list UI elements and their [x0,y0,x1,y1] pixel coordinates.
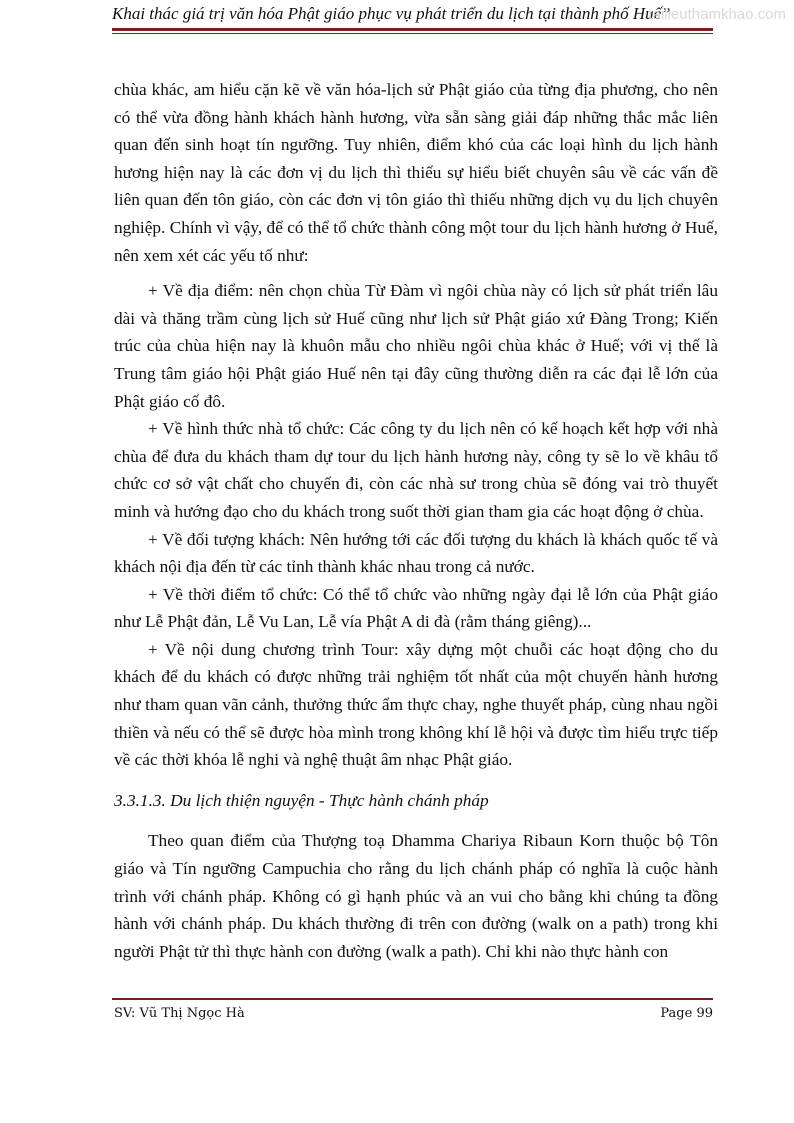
paragraph-timing: + Về thời điểm tổ chức: Có thể tổ chức vào những ngày đại lễ lớn của Phật giáo như Lễ Phật đản, Lễ Vu Lan, Lễ vía Phật A di đà (rằm tháng giêng)... [114,584,718,632]
paragraph-organizer: + Về hình thức nhà tổ chức: Các công ty du lịch nên có kế hoạch kết hợp với nhà chùa để đưa du khách tham dự tour du lịch hành hương này, công ty sẽ lo về khâu tổ chức cơ sở vật chất cho chuyến đi, còn các nhà sư trong chùa sẽ đóng vai trò thuyết minh và hướng đạo cho du khách trong suốt thời gian tham gia các hoạt động ở chùa. [114,419,718,521]
paragraph-audience: + Về đối tượng khách: Nên hướng tới các đối tượng du khách là khách quốc tế và khách nội địa đến từ các tỉnh thành khác nhau trong cả nước. [114,529,718,577]
paragraph-intro: chùa khác, am hiểu cặn kẽ về văn hóa-lịch sử Phật giáo của từng địa phương, cho nên có thể vừa đồng hành khách hành hương, vừa sẵn sàng giải đáp những thắc mắc liên quan đến sinh hoạt tín ngưỡng. Tuy nhiên, điểm khó của các loại hình du lịch hành hương hiện nay là các đơn vị du lịch thì thiếu sự hiểu biết chuyên sâu về các vấn đề liên quan đến tôn giáo, còn các đơn vị tôn giáo thì thiếu những dịch vụ du lịch chuyên nghiệp. Chính vì vậy, để có thể tổ chức thành công một tour du lịch hành hương ở Huế, nên xem xét các yếu tố như: [114,80,718,265]
section-heading: 3.3.1.3. Du lịch thiện nguyện - Thực hành chánh pháp [114,790,489,810]
page-body [114,76,718,965]
running-header: Khai thác giá trị văn hóa Phật giáo phục vụ phát triển du lịch tại thành phố Huế” [112,4,671,23]
footer-author: SV: Vũ Thị Ngọc Hà [114,1006,245,1021]
paragraph-program: + Về nội dung chương trình Tour: xây dựng một chuỗi các hoạt động cho du khách để du khách có được những trải nghiệm tốt nhất của một chuyến hành hương như tham quan vãn cảnh, thưởng thức ẩm thực chay, nghe thuyết pháp, cùng nhau ngồi thiền và nếu có thể sẽ được hòa mình trong không khí lễ hội và được tìm hiểu trực tiếp về các thời khóa lễ nghi và nghệ thuật âm nhạc Phật giáo. [114,639,718,770]
paragraph-location: + Về địa điểm: nên chọn chùa Từ Đàm vì ngôi chùa này có lịch sử phát triển lâu dài và thăng trầm cùng lịch sử Huế cũng như lịch sử Phật giáo xứ Đàng Trong; Kiến trúc của chùa hiện nay là khuôn mẫu cho nhiều ngôi chùa khác ở Huế; với vị thế là Trung tâm giáo hội Phật giáo Huế nên tại đây cũng thường diễn ra các đại lễ lớn của Phật giáo cố đô. [114,281,718,411]
header-rule-thick [112,28,713,31]
watermark: tailieuthamkhao.com [648,6,786,23]
footer-page-number: Page 99 [660,1006,713,1021]
footer-rule [112,998,713,1000]
header-rule-thin [112,33,713,34]
paragraph-dharma: Theo quan điểm của Thượng toạ Dhamma Chariya Ribaun Korn thuộc bộ Tôn giáo và Tín ngưỡng Campuchia cho rằng du lịch chánh pháp có nghĩa là cuộc hành trình với chánh pháp. Không có gì hạnh phúc và an vui cho bằng khi chúng ta đồng hành với chánh pháp. Du khách thường đi trên con đường (walk on a path) trong khi người Phật tử thì thực hành con đường (walk a path). Chỉ khi nào thực hành con [114,831,718,961]
